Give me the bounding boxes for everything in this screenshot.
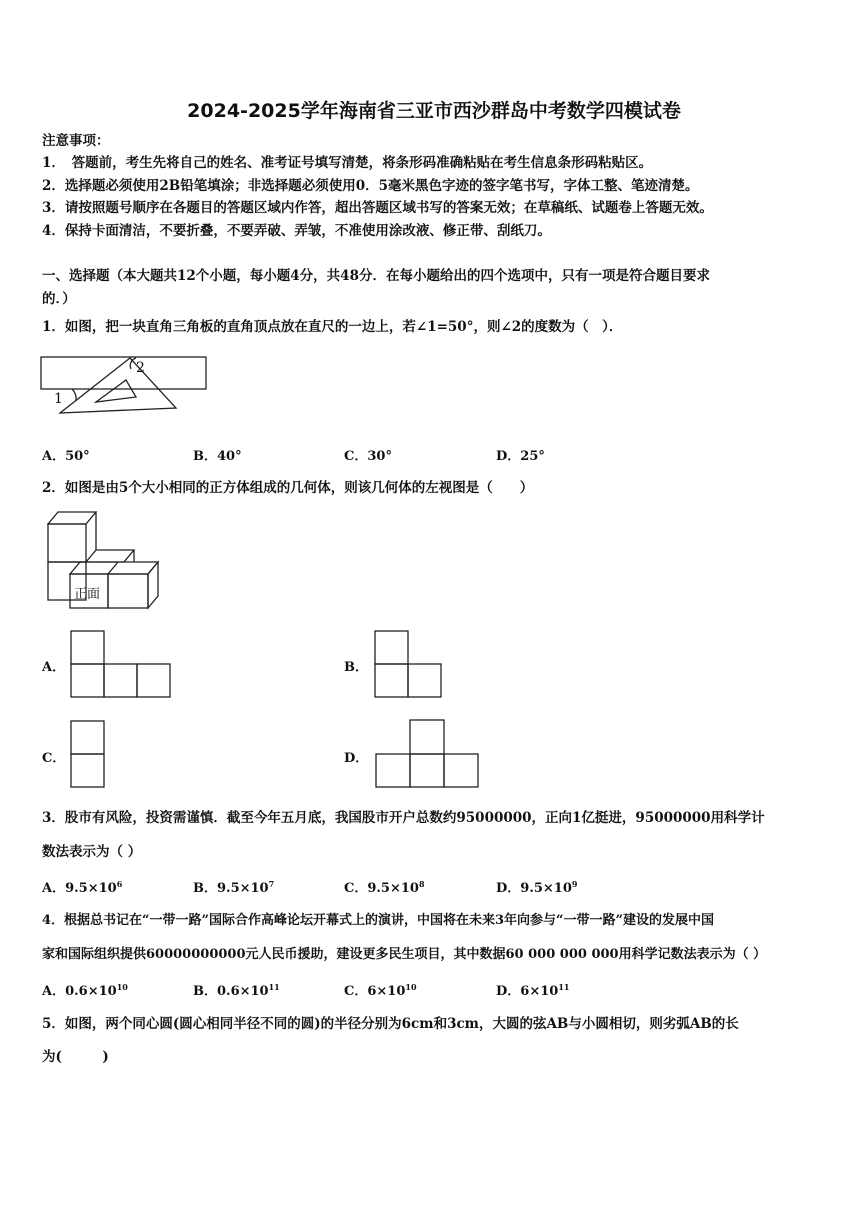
notice-item-3: 3．请按照题号顺序在各题目的答题区域内作答，超出答题区域书写的答案无效；在草稿纸、试题卷上答题无效。 — [42, 200, 713, 216]
notice-item-2: 2．选择题必须使用2B铅笔填涂；非选择题必须使用0．5毫米黑色字迹的签字笔书写，字体工整、笔迹清楚。 — [42, 178, 699, 194]
question-3-option-d[interactable]: D．$9.5\times 10^9$ — [496, 879, 578, 896]
question-3-stem-line2: 数法表示为（ ） — [42, 844, 142, 860]
notice-heading: 注意事项： — [42, 133, 110, 149]
question-3-option-c[interactable]: C．$9.5\times 10^8$ — [344, 879, 425, 896]
question-2-option-d[interactable]: D． — [344, 751, 369, 766]
section-heading-line1: 一、选择题（本大题共12个小题，每小题4分，共48分．在每小题给出的四个选项中，只有一项是符合题目要求 — [42, 268, 710, 284]
question-1-option-c[interactable]: C．30° — [344, 449, 392, 464]
option-b-view — [374, 630, 444, 700]
option-c-view — [70, 720, 108, 790]
question-4-stem-line1: 4．根据总书记在“一带一路”国际合作高峰论坛开幕式上的演讲，中国将在未来3年向参与“一带一路”建设的发展中国 — [42, 913, 715, 928]
question-4-option-a[interactable]: A．$0.6\times 10^{10}$ — [42, 982, 128, 999]
set-square-inner — [96, 380, 136, 402]
section-heading-line2: 的．） — [42, 291, 76, 307]
notice-item-4: 4．保持卡面清洁，不要折叠，不要弄破、弄皱，不准使用涂改液、修正带、刮纸刀。 — [42, 223, 551, 239]
question-1-stem: 1．如图，把一块直角三角板的直角顶点放在直尺的一边上，若∠1=50°，则∠2的度数为（ ）． — [42, 319, 623, 335]
cube-solid-figure — [44, 510, 164, 610]
option-d-view — [375, 719, 481, 789]
question-3-stem-line1: 3．股市有风险，投资需谨慎．截至今年五月底，我国股市开户总数约95000000，正向1亿挺进，95000000用科学计 — [42, 810, 765, 826]
ruler-triangle-figure — [40, 355, 220, 435]
angle-1-arc — [72, 389, 76, 401]
question-2-stem: 2．如图是由5个大小相同的正方体组成的几何体，则该几何体的左视图是（ ） — [42, 480, 534, 496]
question-4-option-d[interactable]: D．$6\times 10^{11}$ — [496, 982, 570, 999]
option-a-view — [70, 630, 174, 700]
question-2-option-a[interactable]: A． — [42, 660, 66, 675]
question-5-stem-line2: 为( ) — [42, 1049, 109, 1065]
front-label: 正面 — [74, 587, 101, 602]
question-4-stem-line2: 家和国际组织提供60000000000元人民币援助，建设更多民生项目，其中数据60 000 000 000用科学记数法表示为（ ） — [42, 947, 767, 962]
question-1-option-b[interactable]: B．40° — [193, 449, 242, 464]
question-1-option-d[interactable]: D．25° — [496, 449, 545, 464]
angle-2-label: 2 — [136, 360, 145, 376]
question-3-option-a[interactable]: A．$9.5\times 10^6$ — [42, 879, 123, 896]
ruler — [41, 357, 206, 389]
question-3-option-b[interactable]: B．$9.5\times 10^7$ — [193, 879, 275, 896]
question-4-option-b[interactable]: B．$0.6\times 10^{11}$ — [193, 982, 280, 999]
angle-1-label: 1 — [54, 391, 63, 407]
question-5-stem-line1: 5．如图，两个同心圆(圆心相同半径不同的圆)的半径分别为6cm和3cm，大圆的弦AB与小圆相切，则劣弧AB的长 — [42, 1016, 739, 1032]
question-2-option-c[interactable]: C． — [42, 751, 66, 766]
question-2-option-b[interactable]: B． — [344, 660, 368, 675]
question-1-option-a[interactable]: A．50° — [42, 449, 90, 464]
notice-item-1: 1． 答题前，考生先将自己的姓名、准考证号填写清楚，将条形码准确粘贴在考生信息条形码粘贴区。 — [42, 155, 653, 171]
page-title: 2024-2025学年海南省三亚市西沙群岛中考数学四模试卷 — [187, 100, 681, 122]
question-4-option-c[interactable]: C．$6\times 10^{10}$ — [344, 982, 417, 999]
